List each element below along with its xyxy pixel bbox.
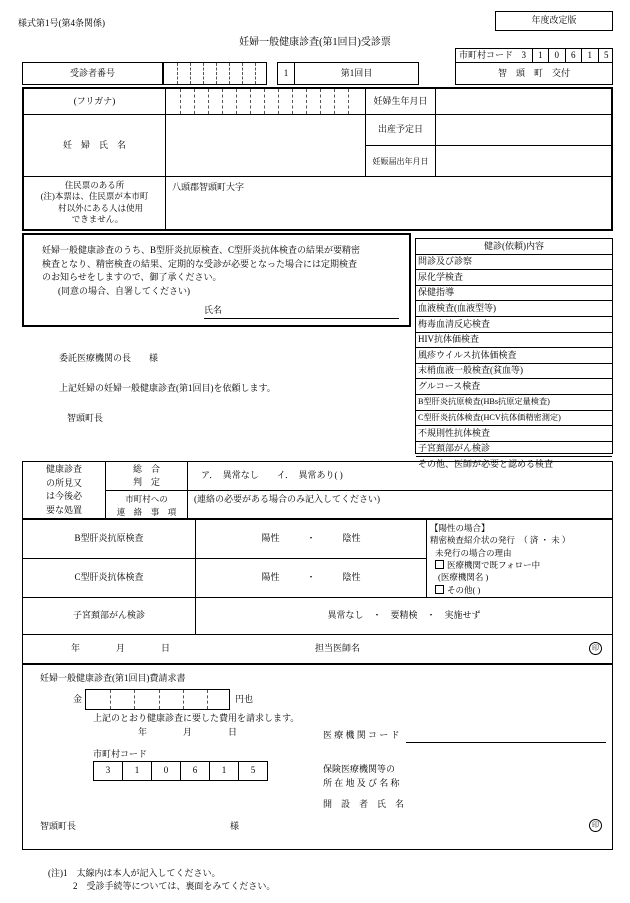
birthdate-input[interactable]: [435, 89, 611, 114]
request-body: 上記妊婦の妊婦一般健康診査(第1回目)を依頼します。: [59, 383, 276, 393]
positive-case-box: [426, 520, 612, 598]
billing-title: 妊婦一般健康診査(第1回目)費請求書: [40, 673, 186, 683]
cervical-result[interactable]: 異常なし ・ 要精検 ・ 実施せず: [195, 598, 612, 635]
pregnancy-report-date-label: 妊娠届出年月日: [365, 146, 435, 177]
muni-digit: 1: [581, 49, 598, 62]
seal-icon: 印: [589, 642, 602, 655]
billing-amount-input[interactable]: [85, 689, 230, 710]
muni-digit: 1: [122, 762, 151, 780]
findings-label-l3: は今後必: [45, 491, 82, 501]
address-row: [24, 177, 611, 229]
muni-digit: 0: [548, 49, 565, 62]
due-date-label: 出産予定日: [365, 115, 435, 146]
name-label: 妊 婦 氏 名: [62, 139, 126, 150]
address-label-line1: 住民票のある所: [64, 180, 125, 190]
exam-list-item: HIV抗体価検査: [416, 333, 612, 349]
exam-list-item: 風疹ウイルス抗体価検査: [416, 348, 612, 364]
consent-line4: (同意の場合、自署してください): [58, 285, 190, 296]
muni-digit: 3: [105, 765, 111, 776]
billing-muni-code-label: 市町村コード: [93, 749, 148, 759]
name-input[interactable]: [165, 115, 365, 176]
exam-list-item: 問診及び診察: [416, 255, 612, 271]
consent-signature-field[interactable]: [204, 305, 399, 319]
institution-address-l1: 保険医療機関等の: [323, 764, 396, 774]
institution-code-input[interactable]: [406, 729, 606, 743]
contact-label-l2: 連 絡 事 項: [116, 506, 177, 517]
findings-label-cell: [23, 462, 105, 518]
exam-list-item: 血液検査(血液型等): [416, 301, 612, 317]
positive-box-line3[interactable]: (医療機関名 ): [438, 572, 489, 583]
muni-digit: 1: [209, 762, 238, 780]
muni-digit: 5: [598, 49, 615, 62]
visit-number: 1: [283, 67, 289, 78]
exam-list-item: 子宮頚部がん検診: [416, 442, 612, 458]
address-label-cell: [24, 177, 165, 229]
muni-digit: 3: [521, 49, 526, 60]
issuer-label: 智 頭 町 交付: [497, 67, 570, 78]
contact-label-l1: 市町村への: [125, 494, 168, 505]
patient-number-label: 受診者番号: [69, 67, 115, 78]
muni-digit: 0: [151, 762, 180, 780]
positive-box-line1[interactable]: 精密検査紹介状の発行 （ 済 ・ 未 ）: [430, 535, 571, 546]
consent-signature-label: 氏名: [204, 305, 223, 315]
visit-label-cell: [295, 62, 419, 85]
seal-icon: 印: [589, 819, 602, 832]
judgement-label-cell: [105, 462, 187, 491]
request-section: [22, 327, 411, 458]
findings-label-l4: 要な処置: [45, 504, 82, 515]
exam-list-item: グルコース検査: [416, 379, 612, 395]
billing-to-mayor: 智頭町長: [40, 821, 77, 831]
birthdate-label: 妊婦生年月日: [365, 89, 435, 114]
address-label-line2: (注)本票は、住民票が本市町: [40, 191, 149, 202]
muni-code-top-strip: [455, 48, 613, 63]
exam-date[interactable]: 年 月 日: [71, 642, 171, 653]
billing-money-suffix: 円也: [235, 693, 254, 704]
consent-box: [22, 233, 411, 327]
institution-address-l2: 所 在 地 及 び 名 称: [323, 777, 400, 788]
visit-label: 第1回目: [340, 67, 373, 78]
muni-digit: 6: [180, 762, 209, 780]
furigana-input[interactable]: [165, 89, 365, 114]
address-value: 八頭郡智頭町大字: [172, 182, 245, 192]
billing-money-label: 金: [73, 694, 83, 705]
form-number: 様式第1号(第4条関係): [18, 18, 105, 28]
checkbox-icon[interactable]: [435, 560, 444, 569]
checkbox-icon[interactable]: [435, 585, 444, 594]
positive-box-line2: 未発行の場合の理由: [435, 547, 512, 558]
doctor-seal: [589, 634, 602, 663]
issuer-box: [455, 63, 613, 85]
exam-list-item: 末梢血液一般検査(貧血等): [416, 364, 612, 380]
exam-list-heading: 健診(依頼)内容: [416, 239, 612, 255]
edition-label: 年度改定版: [531, 15, 577, 26]
consent-line1: 妊婦一般健康診査のうち、B型肝炎抗原検査、C型肝炎抗体検査の結果が要精密: [42, 245, 361, 255]
billing-to-suffix: 様: [230, 821, 240, 831]
patient-number-input[interactable]: [163, 62, 267, 85]
exam-list-item: 尿化学検査: [416, 270, 612, 286]
exam-list-item: B型肝炎抗原検査(HBs抗原定量検査): [416, 395, 612, 411]
positive-box-heading: 【陽性の場合】: [430, 523, 490, 533]
contact-label-cell: [105, 491, 187, 520]
hcv-result[interactable]: 陽性 ・ 陰性: [195, 559, 426, 598]
due-date-input[interactable]: [435, 115, 611, 146]
footer-note-2: 2 受診手続等については、裏面をみてください。: [73, 881, 276, 891]
positive-box-check1-label: 医療機関で既フォロー中: [447, 559, 541, 570]
billing-date[interactable]: 年 月 日: [138, 727, 238, 737]
furigana-row: [24, 89, 611, 115]
hcv-label: C型肝炎抗体検査: [23, 559, 195, 598]
pregnancy-report-date-input[interactable]: [435, 146, 611, 177]
judgement-label-l2: 判 定: [132, 477, 160, 487]
institution-code-label: 医 療 機 関 コ ー ド: [323, 730, 400, 740]
address-label-line4: できません。: [71, 214, 124, 225]
address-input[interactable]: [165, 177, 611, 229]
institution-address-label: [323, 763, 400, 790]
judgement-label-l1: 総 合: [132, 463, 160, 474]
exam-list-item: 不規則性抗体検査: [416, 426, 612, 442]
billing-statement: 上記のとおり健康診査に要した費用を請求します。: [93, 713, 300, 723]
billing-seal: [589, 819, 602, 832]
positive-box-check2-label: その他( ): [447, 584, 481, 595]
positive-box-check2-row[interactable]: [430, 584, 612, 596]
consent-line2: 検査となり、精密検査の結果、定期的な受診が必要となった場合には定期検査: [42, 258, 358, 269]
billing-muni-code-digits: [93, 761, 268, 781]
exam-list-item: その他、医師が必要と認める検査: [418, 458, 554, 469]
hbv-label: B型肝炎抗原検査: [23, 520, 195, 559]
footer-note-1: (注)1 太線内は本人が記入してください。: [48, 868, 221, 878]
consent-text: [42, 244, 401, 298]
exam-list-item: C型肝炎抗体検査(HCV抗体価精密測定): [416, 411, 612, 427]
doctor-name-label: 担当医師名: [315, 642, 361, 653]
cervical-label: 子宮頚部がん検診: [23, 598, 195, 635]
exam-content-list: [415, 238, 613, 469]
muni-code-top-label: 市町村コード: [458, 49, 513, 60]
findings-label-l2: の所見又: [45, 477, 82, 488]
patient-info-block: [22, 87, 613, 231]
muni-digit: 6: [565, 49, 582, 62]
name-row: [24, 115, 611, 177]
judgement-value[interactable]: ア． 異常なし イ． 異常あり( ): [187, 462, 612, 491]
address-label-line3: 村以外にある人は使用: [57, 202, 143, 213]
page-title: 妊婦一般健康診査(第1回目)受診票: [239, 36, 391, 48]
muni-digit: 1: [532, 49, 549, 62]
exam-list-item: 保健指導: [416, 286, 612, 302]
doctor-row: [22, 634, 613, 664]
consent-line3: のお知らせをしますので、御了承ください。: [42, 272, 222, 282]
edition-box: [495, 11, 613, 31]
request-addressee: 委託医療機関の長 様: [59, 353, 159, 363]
owner-name-label: 開 設 者 氏 名: [323, 799, 405, 809]
billing-block: [22, 664, 613, 850]
furigana-label: (フリガナ): [73, 95, 116, 106]
muni-code-top-digits: [516, 49, 614, 62]
request-signer: 智頭町長: [67, 413, 104, 423]
positive-box-check1-row[interactable]: [430, 559, 612, 571]
contact-note[interactable]: (連絡の必要がある場合のみ記入してください): [187, 491, 612, 520]
muni-digit: 5: [238, 762, 267, 780]
patient-number-label-cell: [22, 62, 163, 85]
hbv-result[interactable]: 陽性 ・ 陰性: [195, 520, 426, 559]
test-results-block: [22, 519, 613, 634]
findings-block: [22, 461, 613, 519]
exam-list-item: 梅毒血清反応検査: [416, 317, 612, 333]
findings-label-l1: 健康診査: [45, 464, 82, 474]
visit-number-cell: [277, 62, 295, 85]
